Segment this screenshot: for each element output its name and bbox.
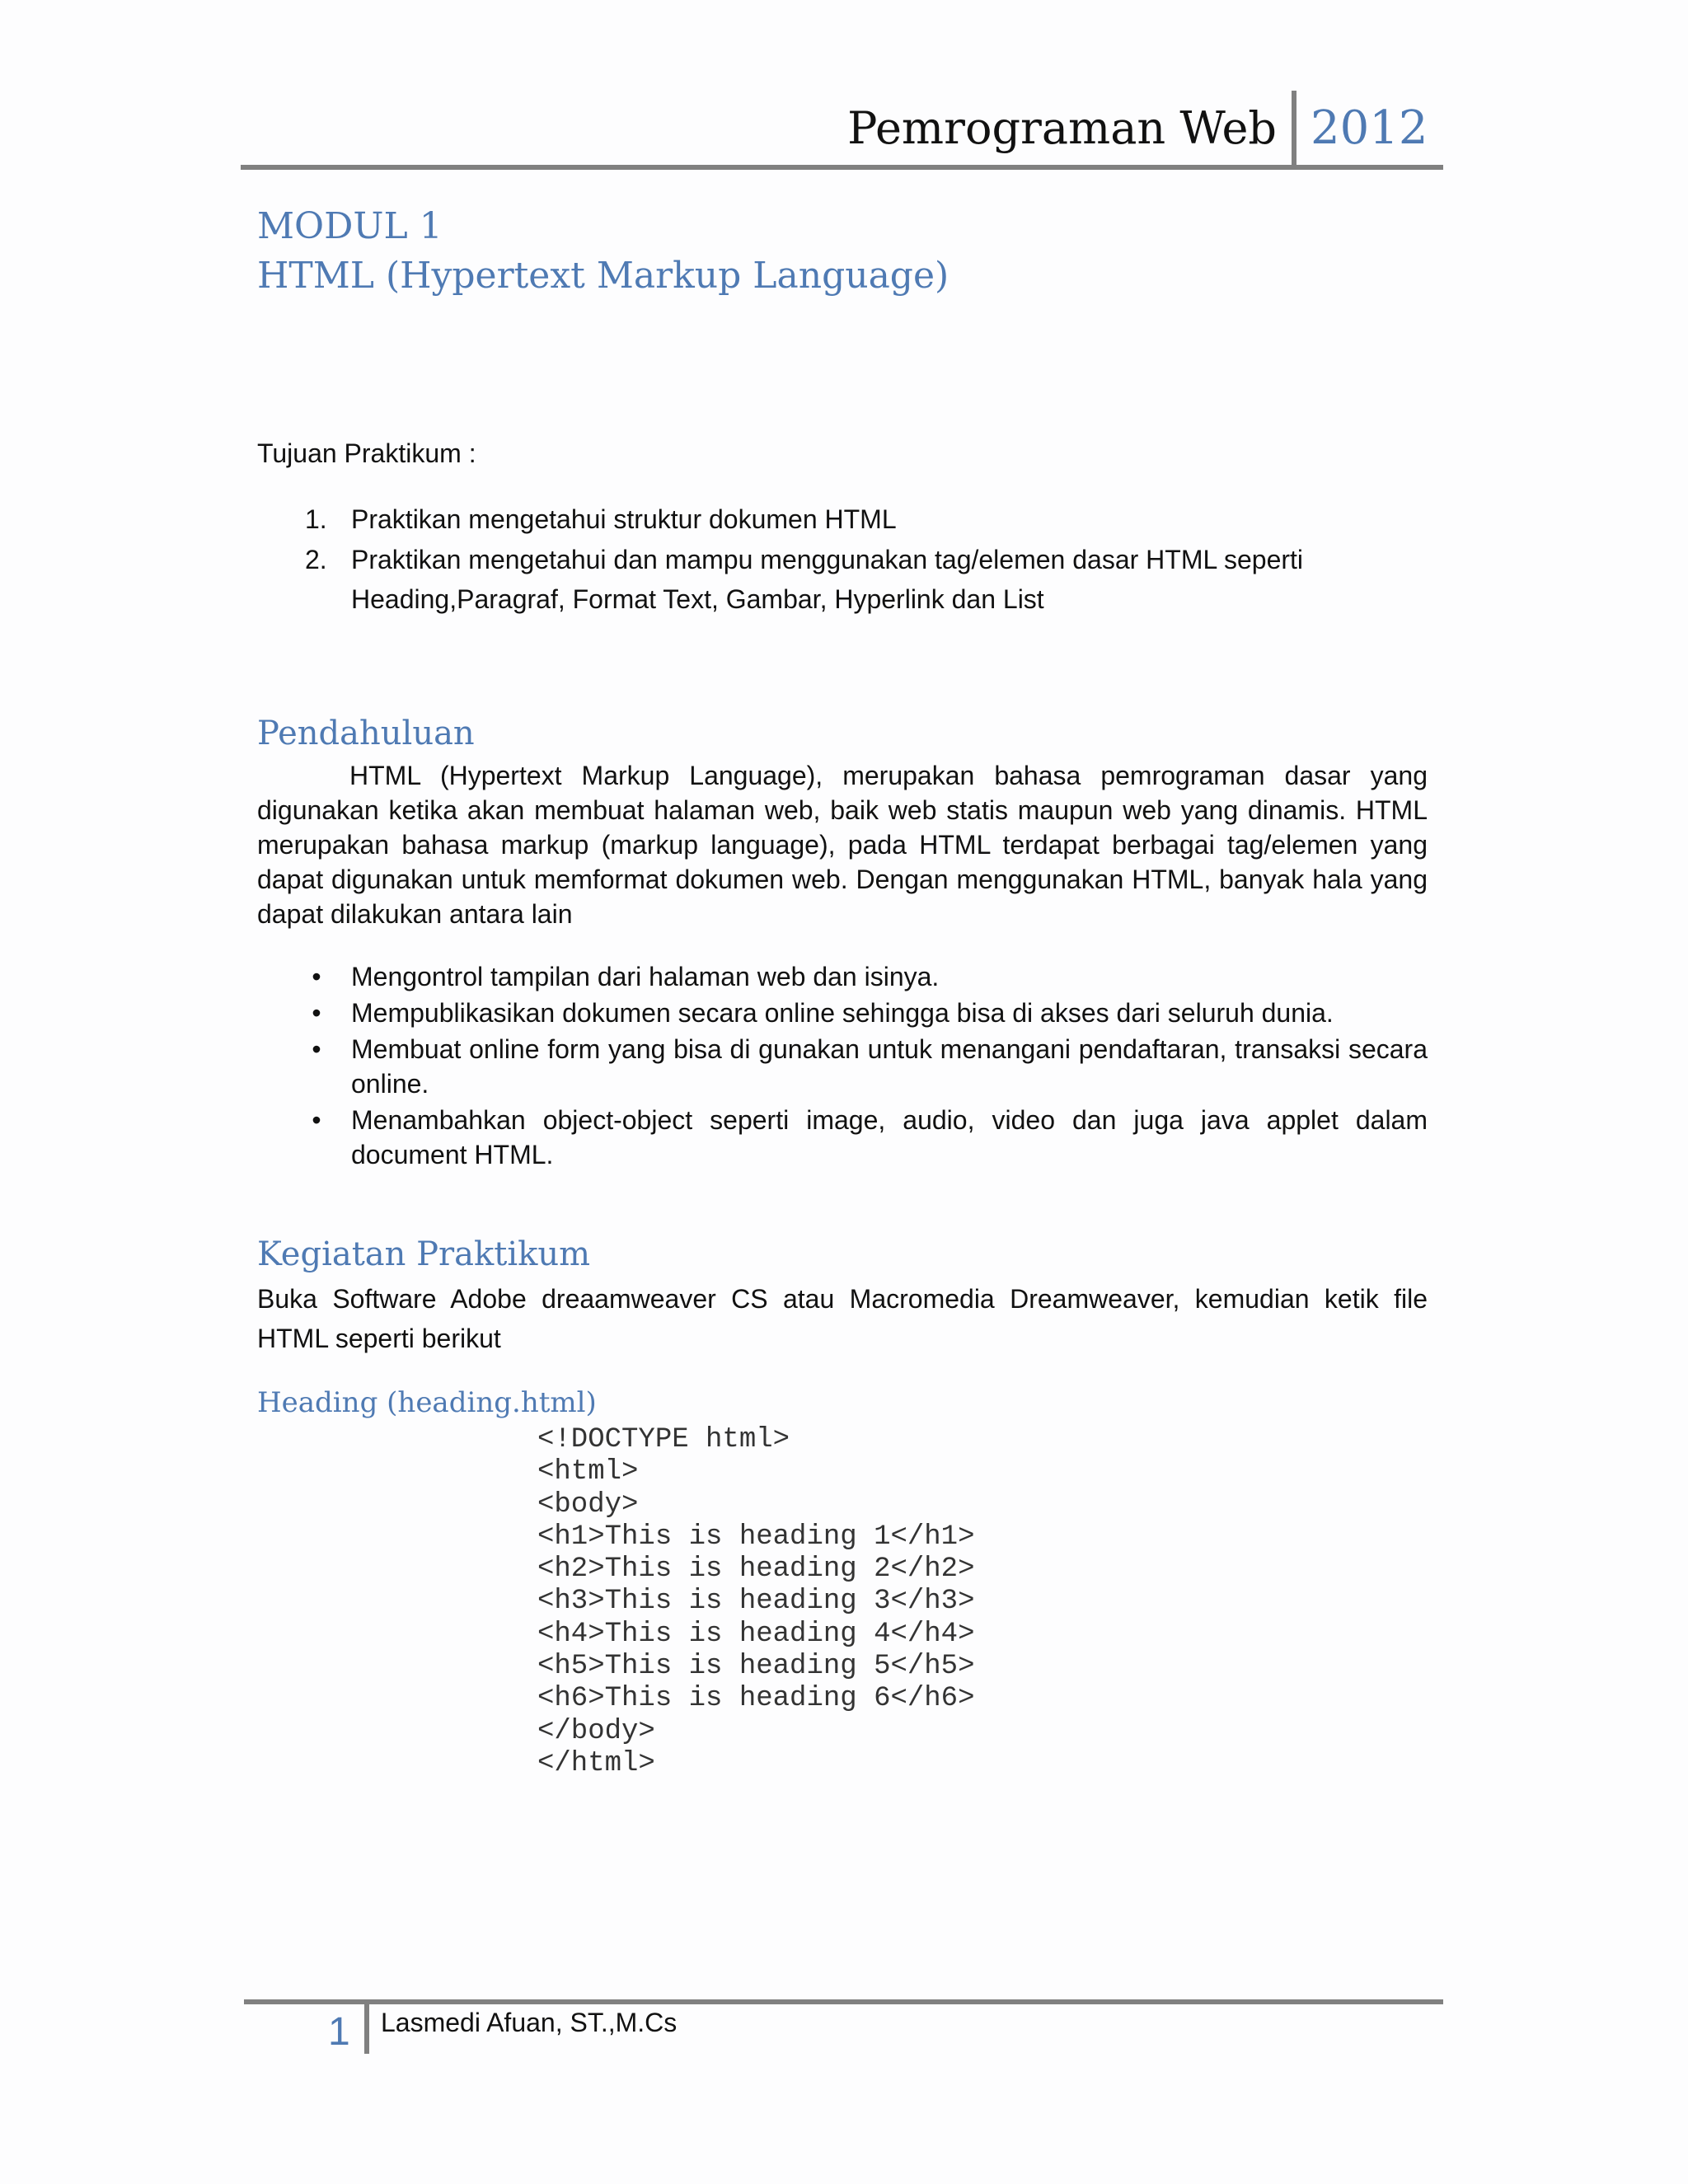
section-heading-kegiatan: Kegiatan Praktikum <box>257 1235 591 1273</box>
running-header-title: Pemrograman Web <box>847 102 1277 154</box>
list-item <box>257 1032 1428 1101</box>
code-line: <h2>This is heading 2</h2> <box>537 1554 975 1586</box>
code-line: <body> <box>537 1488 639 1521</box>
code-line: </body> <box>537 1715 655 1747</box>
intro-paragraph <box>257 758 1428 931</box>
module-number: MODUL 1 <box>257 205 443 247</box>
bullet-icon: • <box>312 998 321 1028</box>
objective-item: Praktikan mengetahui struktur dokumen HTML <box>351 504 897 534</box>
header-separator <box>1292 91 1296 166</box>
list-item <box>257 996 1428 1030</box>
activity-text: Buka Software Adobe dreaamweaver CS atau Macromedia Dreamweaver, kemudian ketik file HTML seperti berikut <box>257 1284 1428 1353</box>
subsection-heading: Heading (heading.html) <box>257 1386 597 1419</box>
bullet-icon: • <box>312 1105 321 1135</box>
footer-author: Lasmedi Afuan, ST.,M.Cs <box>381 2008 678 2037</box>
list-item-text: Mengontrol tampilan dari halaman web dan isinya. <box>351 962 940 991</box>
section-heading-pendahuluan: Pendahuluan <box>257 715 475 752</box>
intro-bullet-list <box>257 959 1428 1174</box>
module-title: HTML (Hypertext Markup Language) <box>257 255 950 297</box>
list-item <box>257 1103 1428 1172</box>
list-item-text: Mempublikasikan dokumen secara online sehingga bisa di akses dari seluruh dunia. <box>351 998 1334 1028</box>
list-item-text: Menambahkan object-object seperti image, audio, video dan juga java applet dalam document HTML. <box>351 1105 1428 1169</box>
objective-number: 1. <box>305 504 327 534</box>
code-line: <h6>This is heading 6</h6> <box>537 1683 975 1715</box>
objectives-label: Tujuan Praktikum : <box>257 438 476 468</box>
footer-rule <box>244 1999 1443 2004</box>
code-line: </html> <box>537 1747 655 1779</box>
header-rule <box>241 165 1443 170</box>
objective-item: Praktikan mengetahui dan mampu menggunakan tag/elemen dasar HTML seperti <box>351 545 1304 574</box>
code-line: <!DOCTYPE html> <box>537 1424 790 1455</box>
objective-item-continued: Heading,Paragraf, Format Text, Gambar, Hyperlink dan List <box>351 584 1044 614</box>
code-line: <h4>This is heading 4</h4> <box>537 1618 975 1650</box>
code-line: <html> <box>537 1456 639 1488</box>
footer-separator <box>364 2001 369 2054</box>
objective-number: 2. <box>305 545 327 574</box>
running-header-year: 2012 <box>1311 101 1428 155</box>
bullet-icon: • <box>312 1034 321 1064</box>
intro-paragraph-text: HTML (Hypertext Markup Language), merupakan bahasa pemrograman dasar yang digunakan ketika akan membuat halaman web, baik web statis maupun web yang dinamis. HTML merupakan bahasa markup (markup language), pada HTML terdapat berbagai tag/elemen yang dapat digunakan untuk memformat dokumen web. Dengan menggunakan HTML, banyak hala yang dapat dilakukan antara lain <box>257 761 1428 929</box>
code-line: <h1>This is heading 1</h1> <box>537 1521 975 1553</box>
list-item <box>257 959 1428 994</box>
page-number: 1 <box>328 2010 350 2054</box>
list-item-text: Membuat online form yang bisa di gunakan untuk menangani pendaftaran, transaksi secara online. <box>351 1034 1428 1099</box>
code-block <box>537 1424 975 1780</box>
code-line: <h3>This is heading 3</h3> <box>537 1586 975 1618</box>
bullet-icon: • <box>312 962 321 991</box>
code-line: <h5>This is heading 5</h5> <box>537 1651 975 1683</box>
